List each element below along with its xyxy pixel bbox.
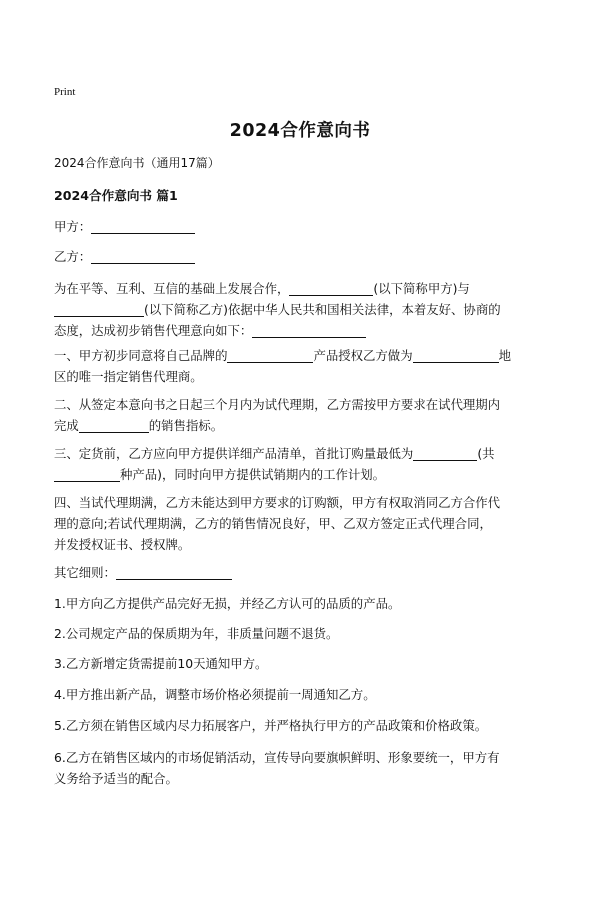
target-blank[interactable] — [79, 417, 149, 433]
intro-text: (以下简称乙方)依据中华人民共和国相关法律，本着友好、协商的 — [144, 302, 501, 317]
intro-text: (以下简称甲方)与 — [373, 281, 470, 296]
party-b-label: 乙方： — [54, 249, 92, 264]
clause-text: 一、甲方初步同意将自己品牌的 — [54, 348, 228, 363]
other-terms-line — [54, 562, 550, 583]
intro-paragraph — [54, 278, 550, 341]
quantity-blank[interactable] — [413, 445, 477, 461]
other-terms-label: 其它细则： — [54, 565, 116, 580]
list-item: 1.甲方向乙方提供产品完好无损，并经乙方认可的品质的产品。 — [54, 596, 401, 611]
clause-text: 的销售指标。 — [148, 418, 224, 433]
party-a-blank[interactable] — [91, 218, 195, 234]
list-item-text: 6.乙方在销售区域内的市场促销活动，宣传导向要旗帜鲜明、形象要统一，甲方有 — [54, 750, 500, 765]
clause-text: 产品授权乙方做为 — [313, 348, 413, 363]
company-blank[interactable] — [289, 280, 373, 296]
list-item: 2.公司规定产品的保质期为年，非质量问题不退货。 — [54, 626, 339, 641]
clause-text: 四、当试代理期满，乙方未能达到甲方要求的订购额，甲方有权取消同乙方合作代 — [54, 495, 501, 510]
intention-blank[interactable] — [252, 322, 366, 338]
intro-text: 为在平等、互利、互信的基础上发展合作， — [54, 281, 290, 296]
list-item: 3.乙方新增定货需提前10天通知甲方。 — [54, 656, 268, 671]
party-b-line — [54, 246, 550, 267]
clause-1 — [54, 345, 550, 387]
clause-text: 区的唯一指定销售代理商。 — [54, 369, 203, 384]
product-count-blank[interactable] — [54, 466, 120, 482]
list-item: 4.甲方推出新产品，调整市场价格必须提前一周通知乙方。 — [54, 687, 376, 702]
intro-text: 态度，达成初步销售代理意向如下： — [54, 323, 253, 338]
clause-text: 地 — [498, 348, 511, 363]
brand-blank[interactable] — [227, 347, 313, 363]
party-a-label: 甲方： — [54, 219, 92, 234]
list-item — [54, 747, 550, 789]
clause-4 — [54, 492, 550, 555]
region-blank[interactable] — [413, 347, 499, 363]
section-heading: 2024合作意向书 篇1 — [54, 188, 178, 203]
clause-text: 完成 — [54, 418, 79, 433]
company-blank[interactable] — [54, 301, 144, 317]
list-item-text: 义务给予适当的配合。 — [54, 771, 178, 786]
clause-text: (共 — [477, 446, 495, 461]
document-subtitle: 2024合作意向书（通用17篇） — [54, 156, 220, 170]
clause-3 — [54, 443, 550, 485]
clause-text: 二、从签定本意向书之日起三个月内为试代理期，乙方需按甲方要求在试代理期内 — [54, 397, 501, 412]
list-item: 5.乙方须在销售区域内尽力拓展客户，并严格执行甲方的产品政策和价格政策。 — [54, 718, 488, 733]
clause-text: 种产品)，同时向甲方提供试销期内的工作计划。 — [120, 467, 386, 482]
other-terms-blank[interactable] — [116, 564, 232, 580]
party-b-blank[interactable] — [91, 248, 195, 264]
party-a-line — [54, 216, 550, 237]
clause-text: 理的意向;若试代理期满，乙方的销售情况良好，甲、乙双方签定正式代理合同， — [54, 516, 492, 531]
document-title: 2024合作意向书 — [229, 121, 371, 141]
clause-text: 三、定货前，乙方应向甲方提供详细产品清单，首批订购量最低为 — [54, 446, 414, 461]
print-label: Print — [54, 86, 76, 98]
clause-2 — [54, 394, 550, 436]
clause-text: 并发授权证书、授权牌。 — [54, 537, 191, 552]
